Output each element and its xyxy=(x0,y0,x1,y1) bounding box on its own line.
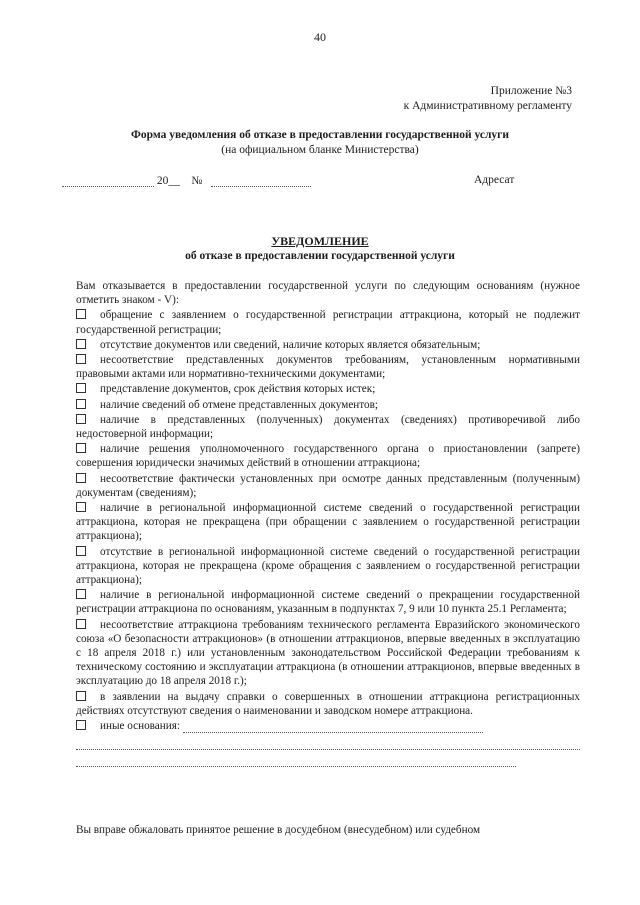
reason-text: несоответствие аттракциона требованиям технического регламента Евразийского экономического союза «О безопасности аттракционов» (в отношении аттракционов, впервые введенных в эксплуатацию с 18 апреля 2018 г.) или установленным законодательством Российской Федерации требованиям к техническому состоянию и эксплуатации аттракциона (в отношении аттракционов, впервые введенных в эксплуатацию до 18 апреля 2018 г.); xyxy=(76,618,580,688)
reason-text: наличие решения уполномоченного государственного органа о приостановлении (запрете) совершения юридически значимых действий в отношении аттракциона; xyxy=(76,443,580,470)
form-title: Форма уведомления об отказе в предоставлении государственной услуги xyxy=(130,129,510,141)
reasons-block xyxy=(76,279,580,767)
reason-item xyxy=(76,382,580,396)
number-blank xyxy=(211,174,311,187)
page-number: 40 xyxy=(314,30,326,44)
reason-text: наличие сведений об отмене представленных документов; xyxy=(100,398,379,411)
reason-text: отсутствие в региональной информационной системе сведений о государственной регистрации аттракциона, которая не прекращена (кроме обращения с заявлением о государственной регистрации аттракциона); xyxy=(76,545,580,587)
reason-text: наличие в региональной информационной системе сведений о прекращении государственной регистрации аттракциона по основаниям, указанным в подпунктах 7, 9 или 10 пункта 25.1 Регламента; xyxy=(76,589,580,616)
form-subtitle: (на официальном бланке Министерства) xyxy=(221,144,419,156)
reason-checkbox[interactable] xyxy=(76,399,86,409)
addressee-label: Адресат xyxy=(474,174,515,186)
year-blank: __ xyxy=(168,175,180,187)
notice-title: УВЕДОМЛЕНИЕ xyxy=(271,234,369,248)
other-checkbox[interactable] xyxy=(76,720,86,730)
reason-text: наличие в представленных (полученных) документах (сведениях) противоречивой либо недостоверной информации; xyxy=(76,413,580,441)
reason-item xyxy=(76,442,580,470)
reason-text: обращение с заявлением о государственной регистрации аттракциона, который не подлежит государственной регистрации; xyxy=(76,309,580,336)
appendix-line-2: к Административному регламенту xyxy=(403,100,572,112)
reason-item xyxy=(76,618,580,689)
reason-checkbox[interactable] xyxy=(76,339,86,349)
reason-text: несоответствие фактически установленных при осмотре данных представленным (полученным) документам (сведениям); xyxy=(76,472,580,499)
reason-text: отсутствие документов или сведений, наличие которых является обязательным; xyxy=(100,338,481,351)
reason-checkbox[interactable] xyxy=(76,691,86,701)
reason-checkbox[interactable] xyxy=(76,443,86,453)
reason-item xyxy=(76,472,580,500)
reason-text: несоответствие представленных документов требованиям, установленным нормативными правовыми актами или нормативно-техническими документами; xyxy=(76,354,580,381)
reason-checkbox[interactable] xyxy=(76,414,86,424)
reason-item xyxy=(76,413,580,441)
appeal-text: Вы вправе обжаловать принятое решение в досудебном (внесудебном) или судебном xyxy=(76,824,481,836)
reason-item xyxy=(76,501,580,544)
reason-checkbox[interactable] xyxy=(76,589,86,599)
other-reasons-field[interactable] xyxy=(183,720,483,733)
notice-subtitle: об отказе в предоставлении государственной услуги xyxy=(185,250,455,262)
other-label: иные основания: xyxy=(100,720,181,733)
reason-item xyxy=(76,690,580,718)
date-blank xyxy=(62,174,154,187)
year-prefix: 20 xyxy=(156,175,169,187)
reason-item xyxy=(76,308,580,336)
other-reasons-line-2[interactable] xyxy=(76,737,580,750)
other-reasons-line-3[interactable] xyxy=(76,754,516,767)
reason-checkbox[interactable] xyxy=(76,502,86,512)
reason-item xyxy=(76,588,580,616)
reason-checkbox[interactable] xyxy=(76,546,86,556)
appendix-line-1: Приложение №3 xyxy=(490,85,572,97)
date-number-line xyxy=(62,174,311,187)
intro-text: Вам отказывается в предоставлении государственной услуги по следующим основаниям (нужное отметить знаком - V): xyxy=(76,280,580,307)
number-sign: № xyxy=(191,175,203,187)
reason-checkbox[interactable] xyxy=(76,383,86,393)
reason-checkbox[interactable] xyxy=(76,354,86,364)
reason-item xyxy=(76,353,580,381)
reason-checkbox[interactable] xyxy=(76,473,86,483)
reason-item xyxy=(76,398,580,412)
reason-item xyxy=(76,338,580,352)
reason-checkbox[interactable] xyxy=(76,619,86,629)
other-reasons-row xyxy=(76,719,580,733)
reason-text: в заявлении на выдачу справки о совершенных в отношении аттракциона регистрационных действиях отсутствуют сведения о наименовании и заводском номере аттракциона. xyxy=(76,690,580,717)
reason-text: представление документов, срок действия которых истек; xyxy=(100,383,376,396)
reason-text: наличие в региональной информационной системе сведений о государственной регистрации аттракциона, которая не прекращена (при обращении с заявлением о государственной регистрации аттракциона); xyxy=(76,502,580,543)
reason-item xyxy=(76,545,580,588)
reason-checkbox[interactable] xyxy=(76,309,86,319)
